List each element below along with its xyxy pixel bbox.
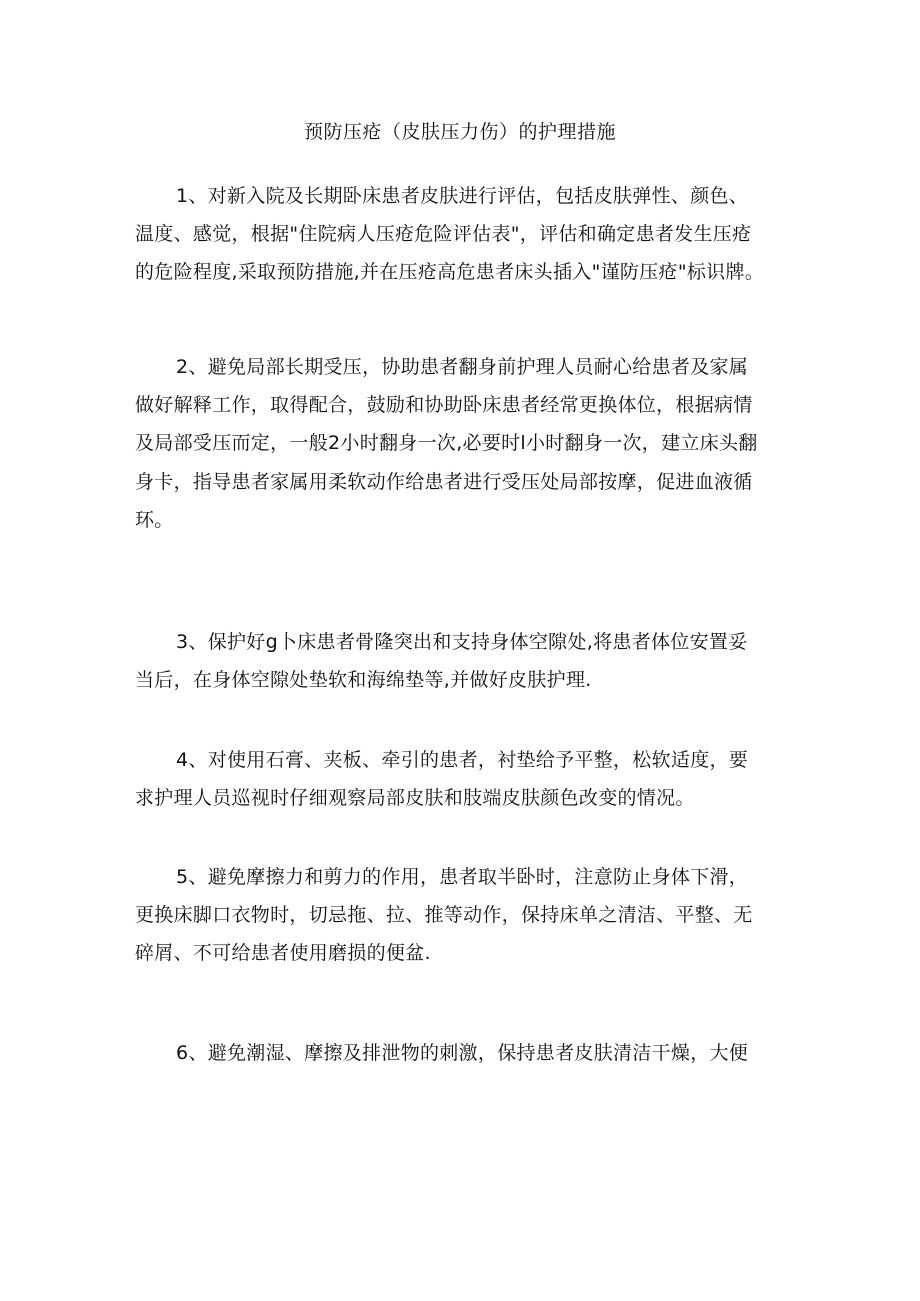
paragraph-4 bbox=[135, 741, 775, 817]
paragraph-line: 温度、感觉，根据"住院病人压疮危险评估表"，评估和确定患者发生压疮 bbox=[135, 223, 752, 246]
paragraph-line: 4、对使用石膏、夹板、牵引的患者，衬垫给予平整，松软适度，要 bbox=[176, 749, 749, 771]
paragraph-line: 更换床脚口衣物时，切忌拖、拉、推等动作，保持床单之清洁、平整、无 bbox=[135, 904, 753, 927]
paragraph-line: 环。 bbox=[135, 508, 174, 531]
paragraph-line: 求护理人员巡视时仔细观察局部皮肤和肢端皮肤颜色改变的情况。 bbox=[135, 787, 695, 810]
paragraph-line: 3、保护好g卜床患者骨隆突出和支持身体空隙处,将患者体位安置妥 bbox=[176, 631, 748, 653]
paragraph-line: 做好解释工作，取得配合，鼓励和协助卧床患者经常更换体位，根据病情 bbox=[135, 394, 753, 417]
paragraph-6 bbox=[135, 1034, 775, 1072]
paragraph-line: 的危险程度,采取预防措施,并在压疮高危患者床头插入"谨防压疮"标识牌。 bbox=[135, 261, 765, 284]
paragraph-line: 当后，在身体空隙处垫软和海绵垫等,并做好皮肤护理. bbox=[135, 669, 592, 692]
paragraph-1 bbox=[135, 177, 775, 292]
paragraph-line: 6、避免潮湿、摩擦及排泄物的刺激，保持患者皮肤清洁干燥，大便 bbox=[176, 1042, 749, 1064]
paragraph-line: 碎屑、不可给患者使用磨损的便盆. bbox=[135, 942, 431, 965]
paragraph-3 bbox=[135, 623, 775, 699]
paragraph-line: 身卡，指导患者家属用柔软动作给患者进行受压处局部按摩，促进血液循 bbox=[135, 470, 753, 493]
page-title: 预防压疮（皮肤压力伤）的护理措施 bbox=[303, 121, 616, 143]
paragraph-5 bbox=[135, 858, 775, 973]
paragraph-line: 5、避免摩擦力和剪力的作用，患者取半卧时，注意防止身体下滑， bbox=[176, 866, 749, 888]
paragraph-line: 及局部受压而定，一般2小时翻身一次,必要时l小时翻身一次，建立床头翻 bbox=[135, 432, 758, 455]
paragraph-2 bbox=[135, 348, 775, 539]
paragraph-line: 1、对新入院及长期卧床患者皮肤进行评估，包括皮肤弹性、颜色、 bbox=[176, 185, 749, 207]
paragraph-line: 2、避免局部长期受压，协助患者翻身前护理人员耐心给患者及家属 bbox=[176, 356, 749, 378]
